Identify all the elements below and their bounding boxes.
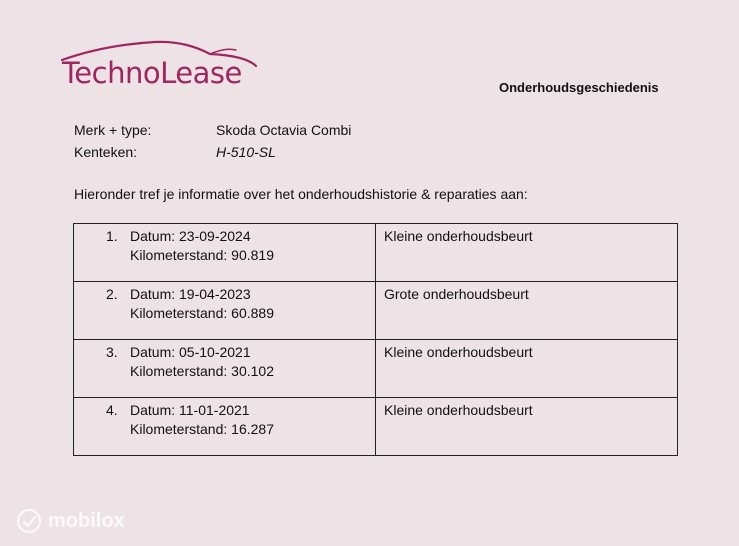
entry-date: Datum: 23-09-2024 [130,228,251,244]
table-row [74,282,678,340]
mobilox-logo-icon [16,508,42,534]
entry-mileage: Kilometerstand: 16.287 [130,421,274,437]
entry-type: Grote onderhoudsbeurt [384,286,529,302]
make-value: Skoda Octavia Combi [216,122,352,138]
table-row [74,398,678,456]
entry-details [74,282,376,340]
document-title: Onderhoudsgeschiedenis [499,80,659,95]
entry-mileage: Kilometerstand: 30.102 [130,363,274,379]
entry-type: Kleine onderhoudsbeurt [384,344,533,360]
entry-date: Datum: 05-10-2021 [130,344,251,360]
make-label: Merk + type: [74,122,152,138]
logo-text: TechnoLease [62,56,242,90]
entry-type-cell [376,340,678,398]
entry-number: 4. [106,402,118,418]
plate-value: H-510-SL [216,144,276,160]
table-row [74,224,678,282]
entry-details [74,398,376,456]
entry-mileage: Kilometerstand: 90.819 [130,247,274,263]
entry-details [74,340,376,398]
table-row [74,340,678,398]
entry-type-cell [376,398,678,456]
intro-text: Hieronder tref je informatie over het onderhoudshistorie & reparaties aan: [74,186,528,202]
entry-number: 1. [106,228,118,244]
entry-type: Kleine onderhoudsbeurt [384,402,533,418]
maintenance-table [73,223,678,456]
entry-number: 2. [106,286,118,302]
entry-type: Kleine onderhoudsbeurt [384,228,533,244]
entry-type-cell [376,282,678,340]
mobilox-watermark [16,508,125,534]
entry-number: 3. [106,344,118,360]
entry-mileage: Kilometerstand: 60.889 [130,305,274,321]
entry-date: Datum: 19-04-2023 [130,286,251,302]
entry-date: Datum: 11-01-2021 [130,402,250,418]
plate-label: Kenteken: [74,144,138,160]
entry-type-cell [376,224,678,282]
watermark-text: mobilox [48,509,125,532]
entry-details [74,224,376,282]
